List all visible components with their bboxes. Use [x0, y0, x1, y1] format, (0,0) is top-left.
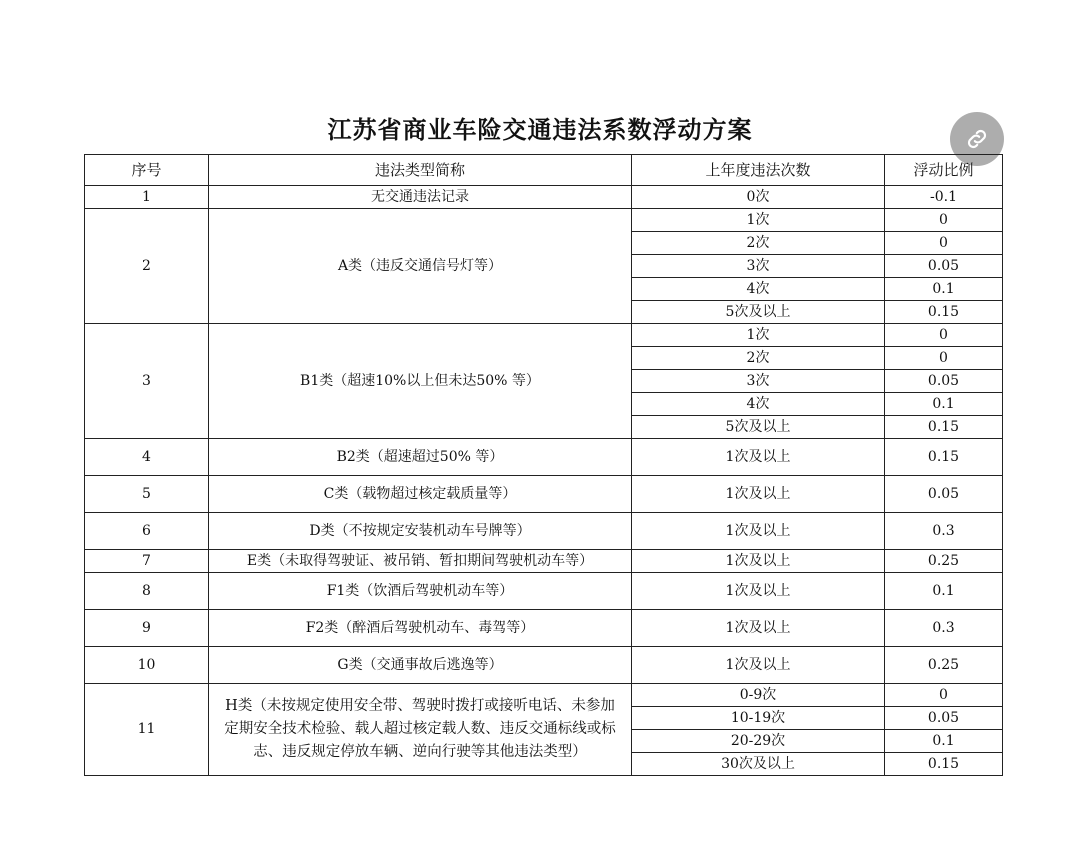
row-count: 1次及以上	[632, 513, 885, 550]
table-row	[85, 610, 1003, 647]
row-no: 7	[85, 550, 209, 573]
row-count: 0-9次	[632, 684, 885, 707]
header-type: 违法类型简称	[209, 155, 632, 186]
row-ratio: 0	[885, 347, 1003, 370]
row-count: 20-29次	[632, 730, 885, 753]
row-ratio: 0	[885, 209, 1003, 232]
row-type: F1类（饮酒后驾驶机动车等）	[209, 573, 632, 610]
header-no: 序号	[85, 155, 209, 186]
row-ratio: 0.15	[885, 416, 1003, 439]
row-no: 8	[85, 573, 209, 610]
row-ratio: 0.15	[885, 439, 1003, 476]
row-no: 4	[85, 439, 209, 476]
row-count: 1次及以上	[632, 610, 885, 647]
table-row	[85, 186, 1003, 209]
table-row	[85, 513, 1003, 550]
row-type: D类（不按规定安装机动车号牌等）	[209, 513, 632, 550]
page-title: 江苏省商业车险交通违法系数浮动方案	[327, 115, 753, 144]
link-icon	[964, 126, 990, 152]
header-ratio: 浮动比例	[885, 155, 1003, 186]
table-row	[85, 647, 1003, 684]
coefficient-table	[84, 154, 1003, 776]
row-ratio: 0.05	[885, 370, 1003, 393]
table-row	[85, 209, 1003, 232]
row-ratio: 0.3	[885, 513, 1003, 550]
header-count: 上年度违法次数	[632, 155, 885, 186]
row-ratio: 0.1	[885, 393, 1003, 416]
row-type: A类（违反交通信号灯等）	[209, 209, 632, 324]
row-no: 10	[85, 647, 209, 684]
row-ratio: 0.1	[885, 730, 1003, 753]
table-row	[85, 439, 1003, 476]
row-count: 5次及以上	[632, 416, 885, 439]
row-count: 0次	[632, 186, 885, 209]
table-row	[85, 684, 1003, 707]
row-ratio: 0.15	[885, 753, 1003, 776]
row-type: B1类（超速10%以上但未达50% 等）	[209, 324, 632, 439]
row-count: 3次	[632, 255, 885, 278]
row-ratio: 0.3	[885, 610, 1003, 647]
row-ratio: 0.25	[885, 647, 1003, 684]
row-ratio: 0.05	[885, 707, 1003, 730]
row-no: 9	[85, 610, 209, 647]
row-count: 1次及以上	[632, 573, 885, 610]
row-count: 1次	[632, 324, 885, 347]
row-ratio: -0.1	[885, 186, 1003, 209]
row-no: 6	[85, 513, 209, 550]
row-count: 1次及以上	[632, 550, 885, 573]
row-ratio: 0.25	[885, 550, 1003, 573]
table-row	[85, 573, 1003, 610]
row-ratio: 0.1	[885, 278, 1003, 301]
row-ratio: 0.05	[885, 476, 1003, 513]
row-count: 4次	[632, 278, 885, 301]
row-no: 5	[85, 476, 209, 513]
row-count: 3次	[632, 370, 885, 393]
row-type: F2类（醉酒后驾驶机动车、毒驾等）	[209, 610, 632, 647]
row-ratio: 0	[885, 684, 1003, 707]
row-type: H类（未按规定使用安全带、驾驶时拨打或接听电话、未参加定期安全技术检验、载人超过核定载人数、违反交通标线或标志、违反规定停放车辆、逆向行驶等其他违法类型）	[209, 684, 632, 776]
row-count: 2次	[632, 347, 885, 370]
row-count: 1次及以上	[632, 476, 885, 513]
row-ratio: 0.1	[885, 573, 1003, 610]
row-ratio: 0.15	[885, 301, 1003, 324]
row-type: 无交通违法记录	[209, 186, 632, 209]
row-type: G类（交通事故后逃逸等）	[209, 647, 632, 684]
row-no: 3	[85, 324, 209, 439]
row-ratio: 0	[885, 324, 1003, 347]
row-type: B2类（超速超过50% 等）	[209, 439, 632, 476]
row-no: 1	[85, 186, 209, 209]
row-count: 10-19次	[632, 707, 885, 730]
row-count: 2次	[632, 232, 885, 255]
row-count: 1次	[632, 209, 885, 232]
row-ratio: 0	[885, 232, 1003, 255]
row-count: 1次及以上	[632, 647, 885, 684]
row-type: C类（载物超过核定载质量等）	[209, 476, 632, 513]
table-row	[85, 324, 1003, 347]
row-count: 30次及以上	[632, 753, 885, 776]
row-count: 4次	[632, 393, 885, 416]
table-row	[85, 476, 1003, 513]
table-header-row	[85, 155, 1003, 186]
row-no: 2	[85, 209, 209, 324]
row-count: 5次及以上	[632, 301, 885, 324]
row-ratio: 0.05	[885, 255, 1003, 278]
table-row	[85, 550, 1003, 573]
row-no: 11	[85, 684, 209, 776]
row-count: 1次及以上	[632, 439, 885, 476]
row-type: E类（未取得驾驶证、被吊销、暂扣期间驾驶机动车等）	[209, 550, 632, 573]
